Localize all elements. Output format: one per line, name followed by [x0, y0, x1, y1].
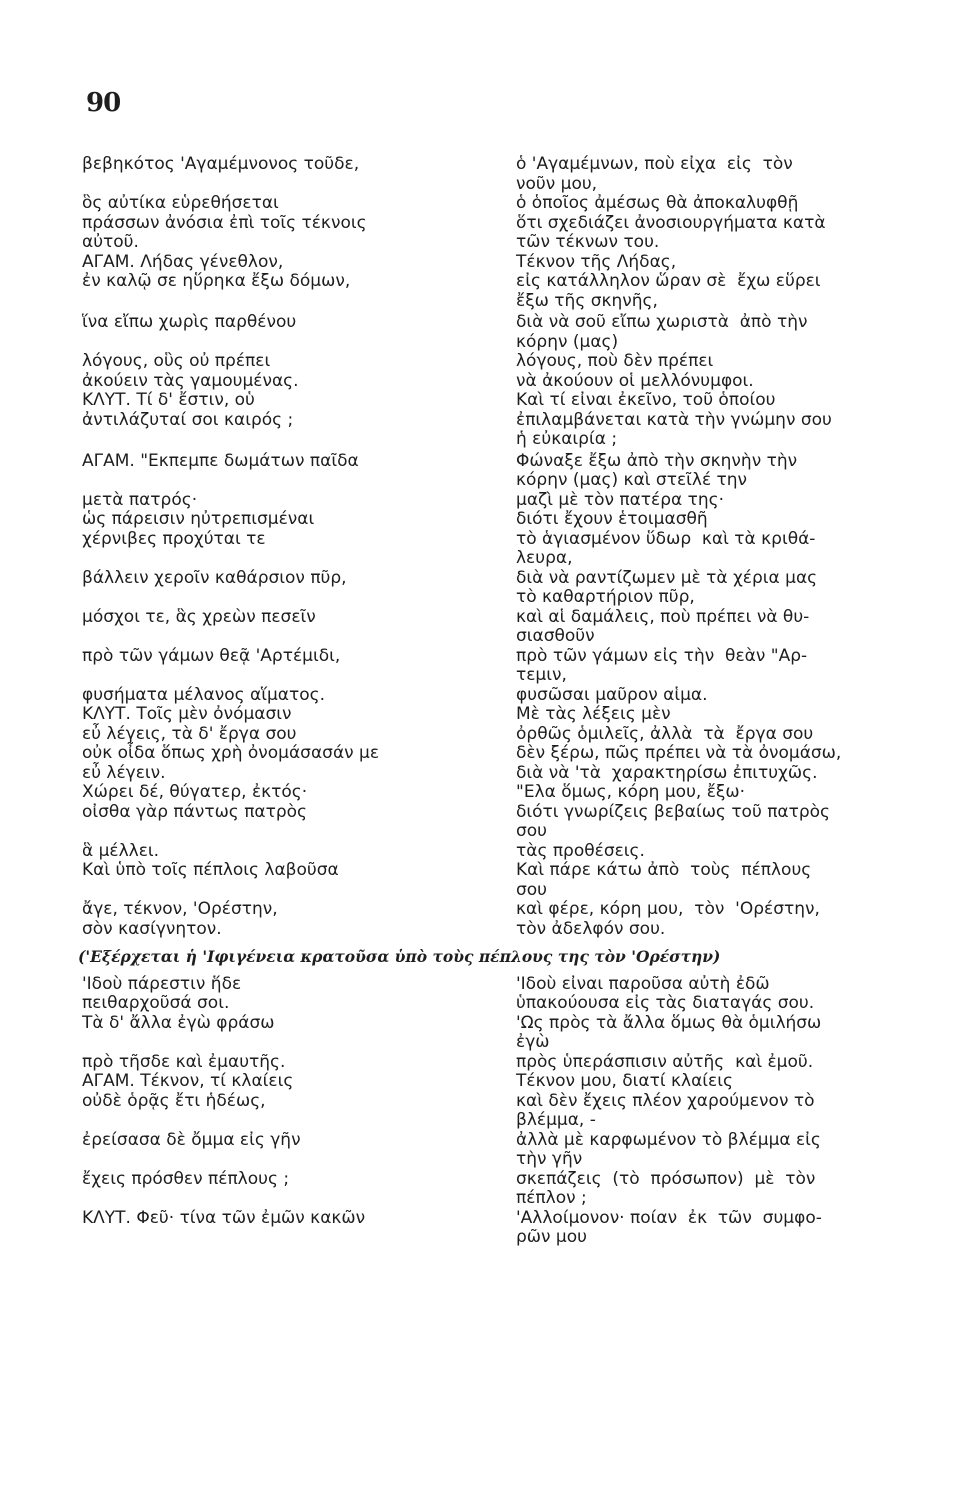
ancient-greek-line: ὡς πάρεισιν ηὐτρεπισμέναι χέρνιβες προχύται τε [82, 510, 315, 549]
ancient-greek-line: ΚΛΥΤ. Φεῦ· τίνα τῶν ἐμῶν κακῶν [82, 1208, 366, 1228]
ancient-greek-line: ΑΓΑΜ. "Εκπεμπε δωμάτων παῖδα [82, 451, 359, 471]
modern-greek-line: πρὸς ὑπεράσπισιν αὐτῆς καὶ ἐμοῦ. [516, 1052, 814, 1072]
modern-greek-line: διότι ἔχουν ἑτοιμασθῆ τὸ ἁγιασμένον ὕδωρ καὶ τὰ κριθά- λευρα, [516, 510, 816, 568]
ancient-greek-line: ΚΛΥΤ. Τοῖς μὲν ὀνόμασιν εὖ λέγεις, τὰ δ' ἔργα σου οὐκ οἶδα ὅπως χρὴ ὀνομάσασάν με εὖ λέγειν. [82, 705, 380, 783]
ancient-greek-line: 'Ιδοὺ πάρεστιν ἥδε πειθαρχοῦσά σοι. [82, 974, 242, 1013]
ancient-greek-line: βάλλειν χεροῖν καθάρσιον πῦρ, [82, 568, 347, 588]
ancient-greek-line: οὐδὲ ὁρᾷς ἔτι ἡδέως, [82, 1091, 266, 1111]
ancient-greek-line: ἵνα εἴπω χωρὶς παρθένου [82, 313, 297, 332]
ancient-greek-line: ἃ μέλλει. [82, 841, 160, 861]
modern-greek-line: "Ελα ὅμως, κόρη μου, ἔξω· [516, 783, 746, 802]
modern-greek-line: Τέκνον μου, διατί κλαίεις [516, 1072, 733, 1091]
modern-greek-line: καὶ φέρε, κόρη μου, τὸν 'Ορέστην, τὸν ἀδελφόν σου. [516, 900, 820, 939]
ancient-greek-line: Χώρει δέ, θύγατερ, ἐκτός· [82, 783, 308, 802]
ancient-greek-line: ἐν καλῷ σε ηὕρηκα ἔξω δόμων, [82, 272, 351, 291]
modern-greek-line: σκεπάζεις (τὸ πρόσωπον) μὲ τὸν πέπλον ; [516, 1169, 816, 1208]
modern-greek-line: Καὶ πάρε κάτω ἀπὸ τοὺς πέπλους σου [516, 861, 812, 900]
modern-greek-line: 'Ως πρὸς τὰ ἄλλα ὅμως θὰ ὁμιλήσω ἐγὼ [516, 1013, 822, 1052]
modern-greek-line: Φώναξε ἔξω ἀπὸ τὴν σκηνὴν τὴν κόρην (μας) καὶ στεῖλέ την [516, 451, 798, 490]
ancient-greek-line: ἔχεις πρόσθεν πέπλους ; [82, 1169, 290, 1189]
modern-greek-line: καὶ αἱ δαμάλεις, ποὺ πρέπει νὰ θυ- σιασθοῦν [516, 607, 810, 646]
modern-greek-line: 'Ιδοὺ εἶναι παροῦσα αὐτὴ ἐδῶ ὑπακούουσα εἰς τὰς διαταγάς σου. [516, 974, 815, 1013]
modern-greek-line: διὰ νὰ ραντίζωμεν μὲ τὰ χέρια μας τὸ καθαρτήριον πῦρ, [516, 568, 818, 607]
modern-greek-line: διότι γνωρίζεις βεβαίως τοῦ πατρὸς σου [516, 802, 831, 841]
modern-greek-line: διὰ νὰ σοῦ εἴπω χωριστὰ ἀπὸ τὴν κόρην (μας) [516, 313, 808, 352]
modern-greek-line: ὁ ὁποῖος ἀμέσως θὰ ἀποκαλυφθῇ ὅτι σχεδιάζει ἀνοσιουργήματα κατὰ τῶν τέκνων του. [516, 194, 826, 252]
modern-greek-line: ὁ 'Αγαμέμνων, ποὺ εἶχα εἰς τὸν νοῦν μου, [516, 155, 793, 194]
modern-greek-line: μαζὶ μὲ τὸν πατέρα της· [516, 490, 725, 510]
modern-greek-line: ἀλλὰ μὲ καρφωμένον τὸ βλέμμα εἰς τὴν γῆν [516, 1130, 821, 1169]
ancient-greek-line: φυσήματα μέλανος αἵματος. [82, 685, 326, 705]
modern-greek-line: καὶ δὲν ἔχεις πλέον χαρούμενον τὸ βλέμμα, - [516, 1091, 815, 1130]
ancient-greek-line: ΑΓΑΜ. Λήδας γένεθλον, [82, 252, 284, 272]
page-number: 90 [86, 88, 121, 118]
ancient-greek-line: οἶσθα γὰρ πάντως πατρὸς [82, 802, 308, 822]
ancient-greek-line: ἄγε, τέκνον, 'Ορέστην, σὸν κασίγνητον. [82, 900, 278, 939]
modern-greek-line: πρὸ τῶν γάμων εἰς τὴν θεὰν "Αρ- τεμιν, [516, 646, 808, 685]
modern-greek-line: λόγους, ποὺ δὲν πρέπει νὰ ἀκούουν οἱ μελλόνυμφοι. [516, 352, 754, 391]
modern-greek-line: φυσῶσαι μαῦρον αἷμα. [516, 685, 708, 705]
ancient-greek-line: Τὰ δ' ἄλλα ἐγὼ φράσω [82, 1013, 275, 1033]
modern-greek-line: 'Αλλοίμονον· ποίαν ἐκ τῶν συμφο- ρῶν μου [516, 1208, 822, 1247]
modern-greek-line: Μὲ τὰς λέξεις μὲν ὀρθῶς ὁμιλεῖς, ἀλλὰ τὰ ἔργα σου δὲν ξέρω, πῶς πρέπει νὰ τὰ ὀνομάσω, διὰ νὰ 'τὰ χαρακτηρίσω ἐπιτυχῶς. [516, 705, 842, 783]
parallel-text [78, 155, 932, 1248]
ancient-greek-line: λόγους, οὓς οὐ πρέπει ἀκούειν τὰς γαμουμένας. [82, 352, 299, 391]
ancient-greek-line: ΚΛΥΤ. Τί δ' ἔστιν, οὗ ἀντιλάζυταί σοι καιρός ; [82, 391, 294, 430]
ancient-greek-line: βεβηκότος 'Αγαμέμνονος τοῦδε, [82, 155, 360, 174]
ancient-greek-line: μόσχοι τε, ἃς χρεὼν πεσεῖν [82, 607, 316, 627]
stage-direction: ('Εξέρχεται ἡ 'Ιφιγένεια κρατοῦσα ὑπὸ τοὺς πέπλους της τὸν 'Ορέστην) [78, 947, 721, 966]
modern-greek-line: τὰς προθέσεις. [516, 841, 645, 861]
ancient-greek-line: ὃς αὐτίκα εὑρεθήσεται πράσσων ἀνόσια ἐπὶ τοῖς τέκνοις αὐτοῦ. [82, 194, 367, 252]
ancient-greek-line: μετὰ πατρός· [82, 490, 198, 510]
ancient-greek-line: ΑΓΑΜ. Τέκνον, τί κλαίεις [82, 1072, 294, 1091]
modern-greek-line: εἰς κατάλληλον ὥραν σὲ ἔχω εὕρει ἔξω τῆς σκηνῆς, [516, 272, 821, 311]
ancient-greek-line: ἐρείσασα δὲ ὄμμα εἰς γῆν [82, 1130, 301, 1150]
modern-greek-line: Τέκνον τῆς Λήδας, [516, 252, 677, 272]
modern-greek-line: Καὶ τί εἶναι ἐκεῖνο, τοῦ ὁποίου ἐπιλαμβάνεται κατὰ τὴν γνώμην σου ἡ εὐκαιρία ; [516, 391, 832, 449]
ancient-greek-line: Καὶ ὑπὸ τοῖς πέπλοις λαβοῦσα [82, 861, 339, 880]
ancient-greek-line: πρὸ τῆσδε καὶ ἐμαυτῆς. [82, 1052, 286, 1072]
ancient-greek-line: πρὸ τῶν γάμων θεᾷ 'Αρτέμιδι, [82, 646, 341, 666]
